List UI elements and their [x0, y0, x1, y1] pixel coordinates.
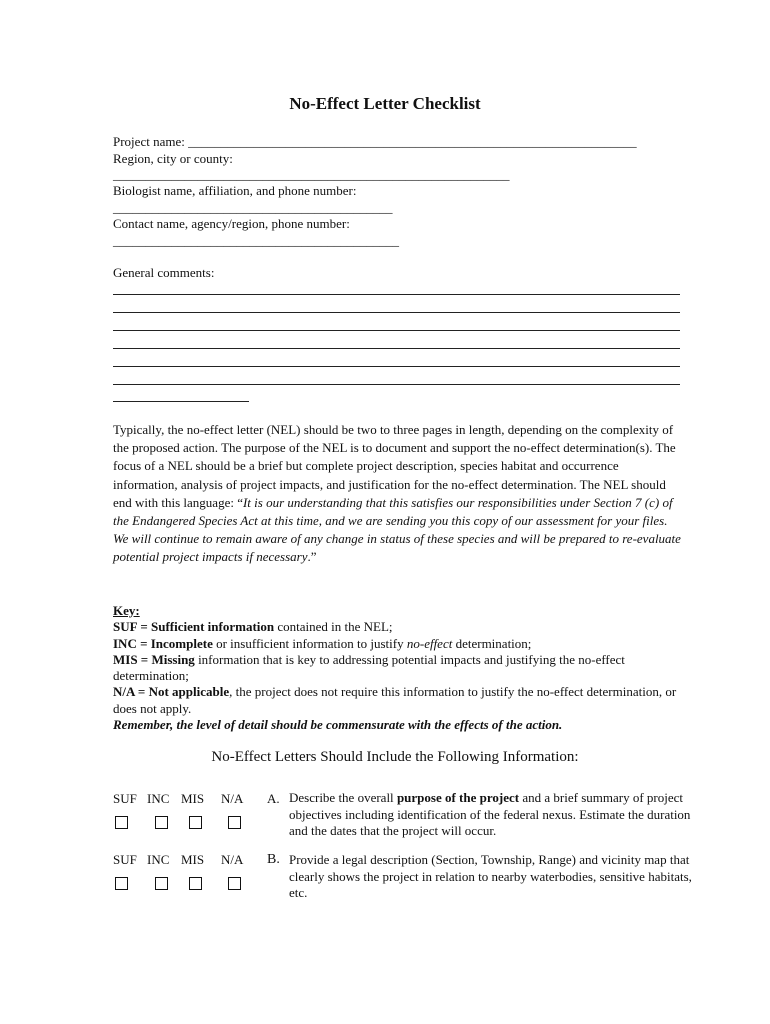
page-title: No-Effect Letter Checklist [289, 94, 481, 113]
col-na: N/A [221, 852, 244, 867]
key-heading: Key: [113, 603, 140, 618]
contact-blank: ____________________________________________ [113, 233, 399, 248]
key-block [113, 603, 683, 733]
col-inc: INC [147, 791, 170, 806]
col-suf: SUF [113, 852, 137, 867]
comment-line-6 [113, 384, 680, 385]
biologist-blank: ___________________________________________ [113, 200, 393, 215]
item-b-text: Provide a legal description (Section, Township, Range) and vicinity map that clearly shows the project in relation to nearby waterbodies, sensitive habitats, etc. [289, 852, 692, 901]
checkbox-a-mis[interactable] [189, 816, 202, 829]
section-heading: No-Effect Letters Should Include the Following Information: [211, 749, 579, 765]
col-na: N/A [221, 791, 244, 806]
contact-label: Contact name, agency/region, phone number: [113, 216, 350, 231]
intro-text: Typically, the no-effect letter (NEL) should be two to three pages in length, depending on the complexity of the proposed action. The purpose of the NEL is to document and support the no-effect determination(s). The focus of a NEL should be a brief but complete project description, species habitat and occurrence information, analysis of project impacts, and justification for the no-effect determination. The NEL should end with this language: “ [113, 422, 676, 510]
item-a-text: Describe the overall purpose of the project and a brief summary of project objectives including identification of the federal nexus. Estimate the duration and the dates that the project will occur. [289, 790, 691, 839]
checkbox-a-suf[interactable] [115, 816, 128, 829]
col-mis: MIS [181, 791, 205, 806]
checkbox-b-inc[interactable] [155, 877, 168, 890]
comment-line-7 [113, 401, 249, 402]
comment-line-2 [113, 312, 680, 313]
intro-paragraph [113, 421, 683, 567]
region-blank: _____________________________________________________________ [113, 167, 510, 182]
item-b-letter: B. [267, 852, 280, 867]
item-a-letter: A. [267, 791, 280, 806]
key-remember: Remember, the level of detail should be commensurate with the effects of the action. [113, 717, 563, 733]
col-suf: SUF [113, 791, 137, 806]
col-inc: INC [147, 852, 170, 867]
checkbox-b-na[interactable] [228, 877, 241, 890]
comment-line-1 [113, 294, 680, 295]
comment-line-5 [113, 366, 680, 367]
checkbox-a-inc[interactable] [155, 816, 168, 829]
region-label: Region, city or county: [113, 151, 233, 166]
checkbox-a-na[interactable] [228, 816, 241, 829]
comment-line-3 [113, 330, 680, 331]
intro-quote: It is our understanding that this satisfies our responsibilities under Section 7 (c) of the Endangered Species Act at this time, and we are sending you this copy of our assessment for your files. We will continue to remain aware of any change in status of these species and will be prepared to re-evaluate potential project impacts if necessary [113, 494, 681, 565]
checkbox-b-mis[interactable] [189, 877, 202, 890]
checkbox-b-suf[interactable] [115, 877, 128, 890]
key-mis: MIS = Missing information that is key to addressing potential impacts and justifying the no-effect determination; [113, 651, 625, 684]
col-mis: MIS [181, 852, 205, 867]
comment-line-4 [113, 348, 680, 349]
intro-end: .” [307, 549, 317, 565]
key-na: N/A = Not applicable, the project does not require this information to justify the no-effect determination, or does not apply. [113, 684, 677, 716]
biologist-label: Biologist name, affiliation, and phone number: [113, 183, 357, 198]
key-inc: INC = Incomplete or insufficient information to justify no-effect determination; [113, 635, 532, 651]
key-suf: SUF = Sufficient information contained in the NEL; [113, 619, 393, 635]
general-comments-label: General comments: [113, 265, 215, 280]
project-name-field: Project name: _____________________________________________________________________ [113, 134, 637, 149]
